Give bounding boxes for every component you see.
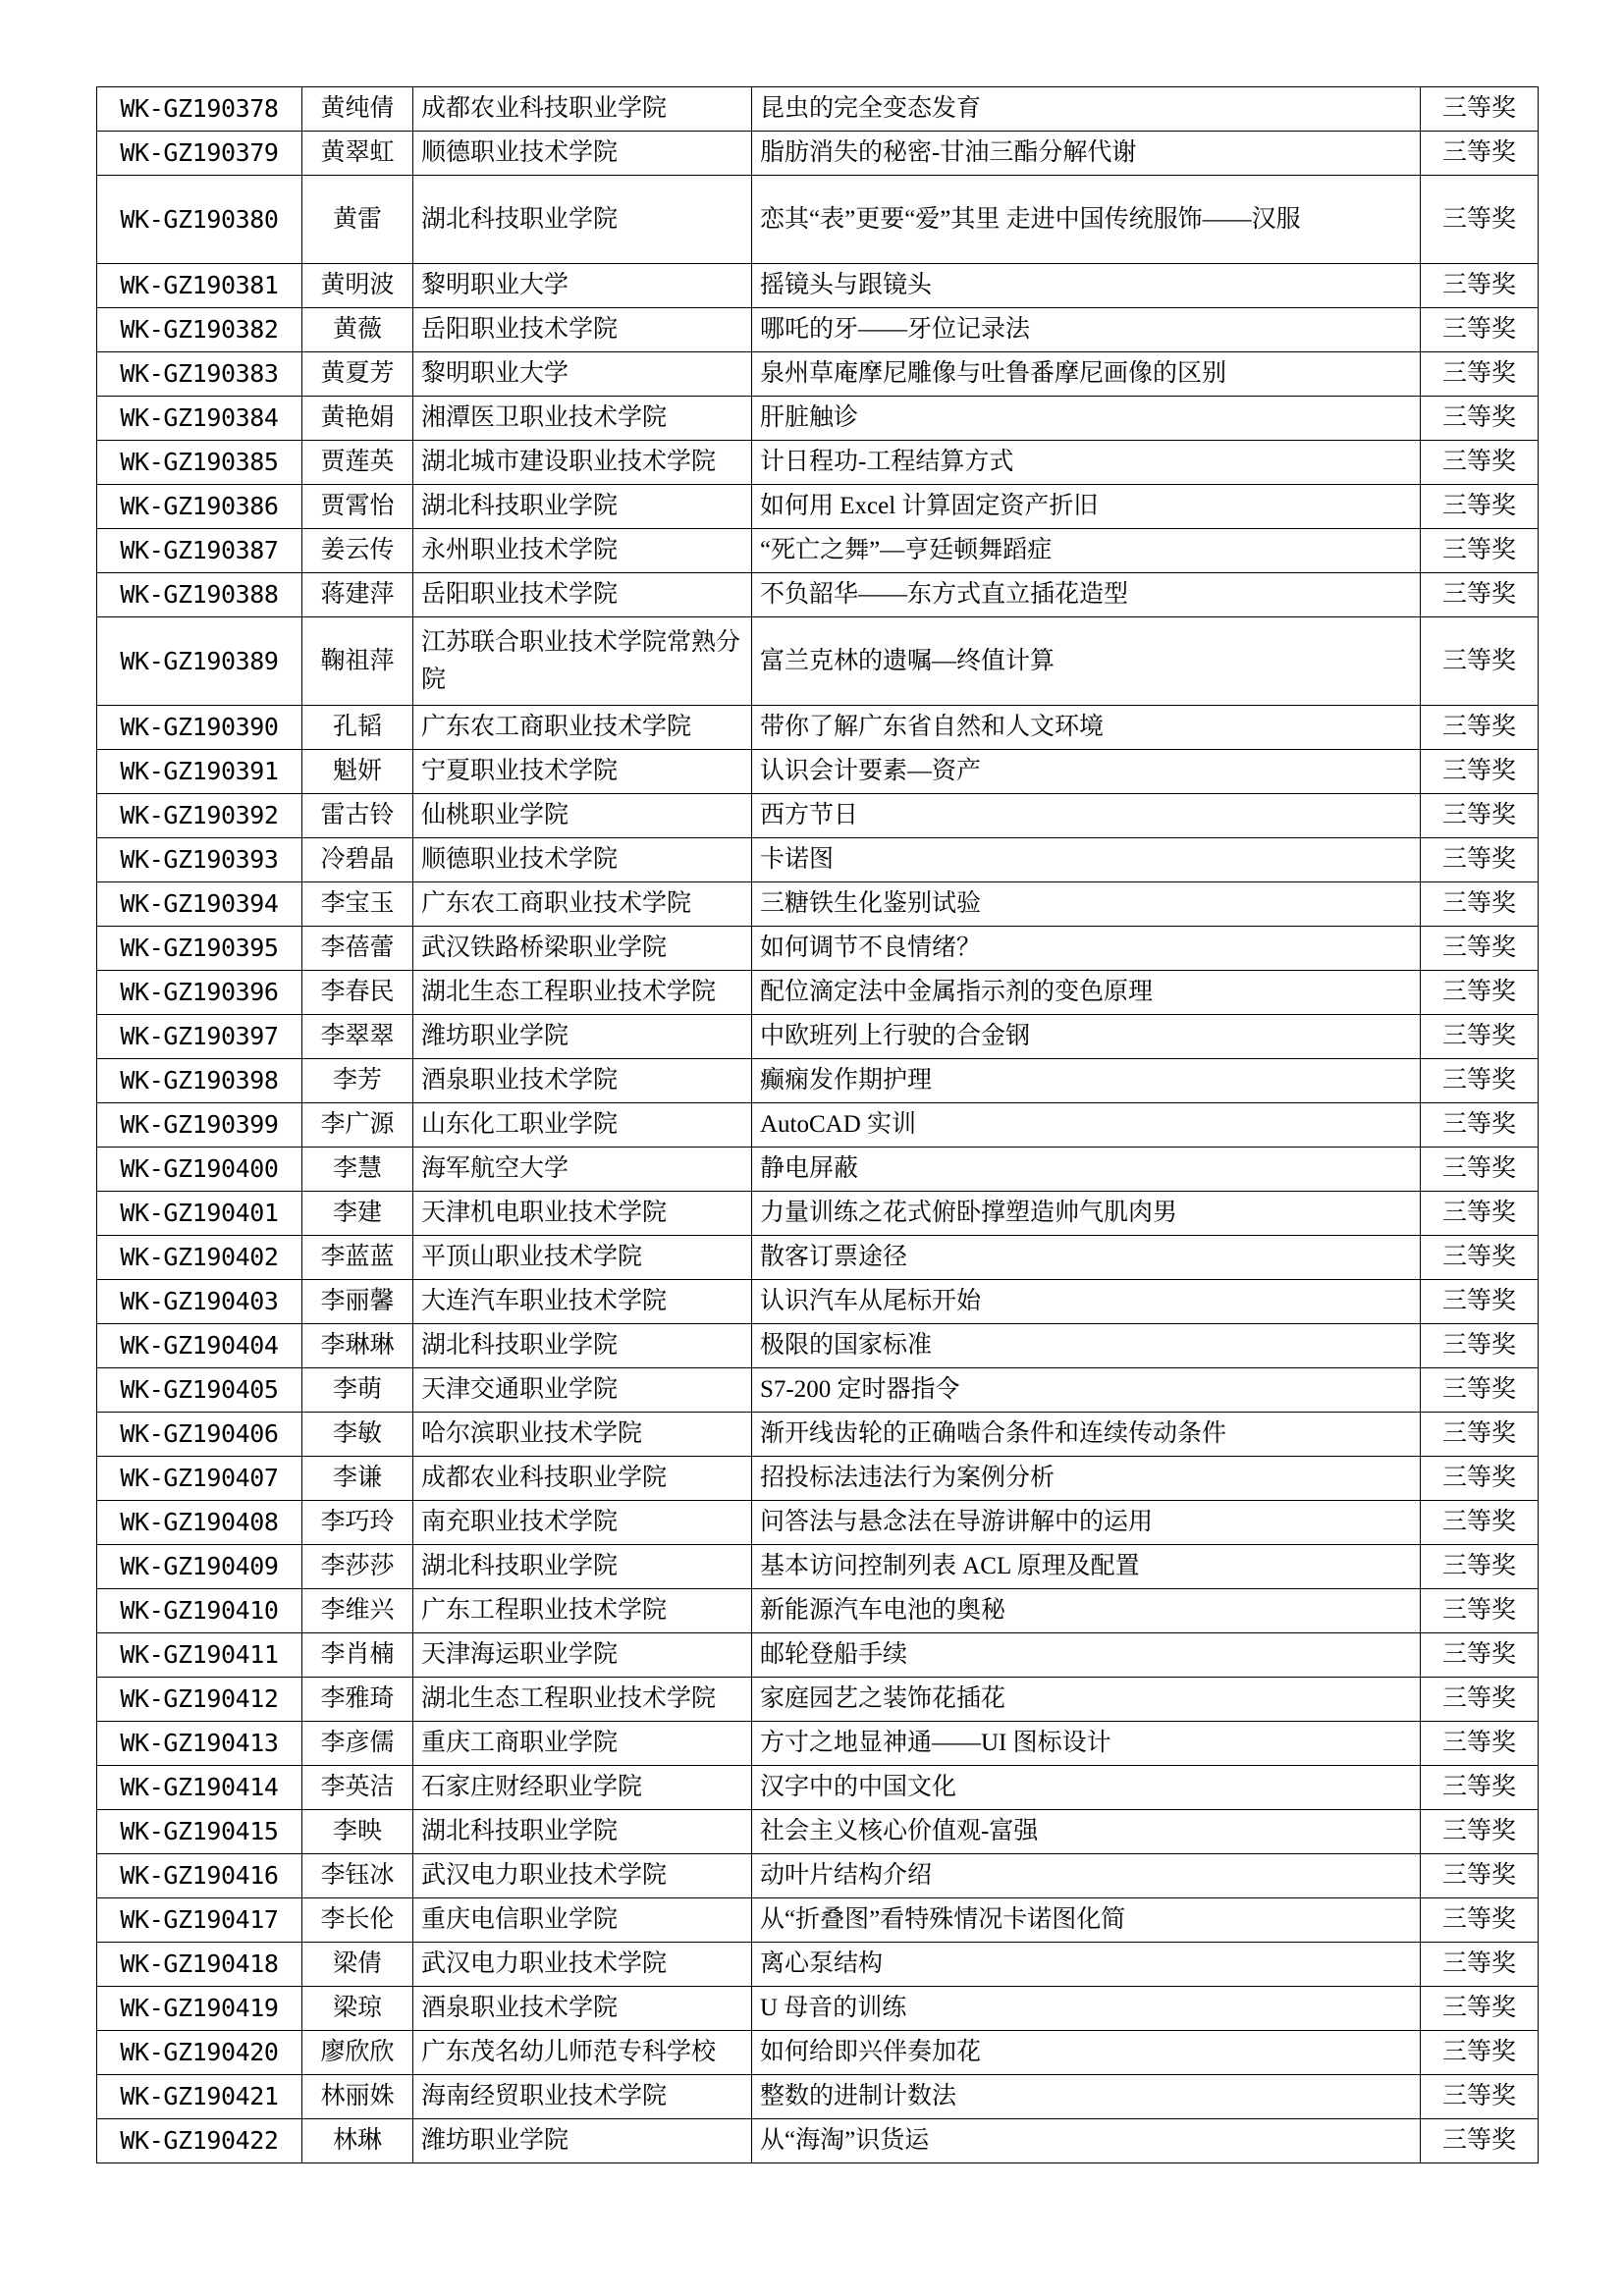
cell-code: WK-GZ190392 <box>97 794 302 838</box>
cell-title: AutoCAD 实训 <box>752 1103 1421 1148</box>
cell-name: 贾莲英 <box>302 441 413 485</box>
cell-title: 不负韶华——东方式直立插花造型 <box>752 573 1421 617</box>
cell-award: 三等奖 <box>1421 1810 1539 1854</box>
cell-award: 三等奖 <box>1421 1103 1539 1148</box>
cell-award: 三等奖 <box>1421 1678 1539 1722</box>
cell-title: 脂肪消失的秘密-甘油三酯分解代谢 <box>752 132 1421 176</box>
cell-title: 三糖铁生化鉴别试验 <box>752 882 1421 927</box>
cell-title: 基本访问控制列表 ACL 原理及配置 <box>752 1545 1421 1589</box>
cell-code: WK-GZ190407 <box>97 1457 302 1501</box>
table-row <box>97 1722 1539 1766</box>
cell-organization: 重庆电信职业学院 <box>413 1898 752 1943</box>
cell-title: 哪吒的牙——牙位记录法 <box>752 308 1421 352</box>
cell-name: 黄明波 <box>302 264 413 308</box>
cell-title: 恋其“表”更要“爱”其里 走进中国传统服饰——汉服 <box>752 176 1421 264</box>
table-row <box>97 397 1539 441</box>
cell-code: WK-GZ190403 <box>97 1280 302 1324</box>
cell-title: U 母音的训练 <box>752 1987 1421 2031</box>
cell-award: 三等奖 <box>1421 882 1539 927</box>
cell-title: 如何调节不良情绪？ <box>752 927 1421 971</box>
cell-title: 富兰克林的遗嘱—终值计算 <box>752 617 1421 706</box>
cell-name: 李莎莎 <box>302 1545 413 1589</box>
cell-title: 肝脏触诊 <box>752 397 1421 441</box>
cell-award: 三等奖 <box>1421 2075 1539 2119</box>
cell-organization: 哈尔滨职业技术学院 <box>413 1413 752 1457</box>
cell-code: WK-GZ190381 <box>97 264 302 308</box>
cell-award: 三等奖 <box>1421 1457 1539 1501</box>
cell-organization: 海军航空大学 <box>413 1148 752 1192</box>
cell-organization: 岳阳职业技术学院 <box>413 573 752 617</box>
cell-title: 招投标法违法行为案例分析 <box>752 1457 1421 1501</box>
table-row <box>97 1015 1539 1059</box>
cell-award: 三等奖 <box>1421 1368 1539 1413</box>
table-row <box>97 87 1539 132</box>
cell-organization: 广东农工商职业技术学院 <box>413 882 752 927</box>
cell-code: WK-GZ190378 <box>97 87 302 132</box>
table-row <box>97 1059 1539 1103</box>
cell-name: 李建 <box>302 1192 413 1236</box>
cell-code: WK-GZ190388 <box>97 573 302 617</box>
table-row <box>97 1589 1539 1633</box>
cell-title: 昆虫的完全变态发育 <box>752 87 1421 132</box>
cell-name: 黄夏芳 <box>302 352 413 397</box>
cell-organization: 永州职业技术学院 <box>413 529 752 573</box>
cell-code: WK-GZ190399 <box>97 1103 302 1148</box>
table-row <box>97 838 1539 882</box>
cell-organization: 湖北科技职业学院 <box>413 1545 752 1589</box>
cell-code: WK-GZ190391 <box>97 750 302 794</box>
cell-code: WK-GZ190387 <box>97 529 302 573</box>
cell-award: 三等奖 <box>1421 1545 1539 1589</box>
table-row <box>97 2031 1539 2075</box>
cell-organization: 湖北科技职业学院 <box>413 1810 752 1854</box>
cell-name: 梁倩 <box>302 1943 413 1987</box>
cell-title: 整数的进制计数法 <box>752 2075 1421 2119</box>
cell-name: 李彦儒 <box>302 1722 413 1766</box>
cell-organization: 南充职业技术学院 <box>413 1501 752 1545</box>
cell-organization: 湖北城市建设职业技术学院 <box>413 441 752 485</box>
cell-code: WK-GZ190422 <box>97 2119 302 2163</box>
cell-award: 三等奖 <box>1421 529 1539 573</box>
cell-award: 三等奖 <box>1421 1324 1539 1368</box>
cell-organization: 海南经贸职业技术学院 <box>413 2075 752 2119</box>
cell-award: 三等奖 <box>1421 1148 1539 1192</box>
cell-title: 社会主义核心价值观-富强 <box>752 1810 1421 1854</box>
cell-organization: 平顶山职业技术学院 <box>413 1236 752 1280</box>
cell-organization: 潍坊职业学院 <box>413 2119 752 2163</box>
cell-title: 离心泵结构 <box>752 1943 1421 1987</box>
table-row <box>97 573 1539 617</box>
table-row <box>97 750 1539 794</box>
cell-award: 三等奖 <box>1421 352 1539 397</box>
cell-organization: 潍坊职业学院 <box>413 1015 752 1059</box>
cell-code: WK-GZ190386 <box>97 485 302 529</box>
cell-title: 中欧班列上行驶的合金钢 <box>752 1015 1421 1059</box>
cell-name: 李肖楠 <box>302 1633 413 1678</box>
cell-title: 配位滴定法中金属指示剂的变色原理 <box>752 971 1421 1015</box>
cell-award: 三等奖 <box>1421 1015 1539 1059</box>
cell-organization: 广东工程职业技术学院 <box>413 1589 752 1633</box>
cell-organization: 山东化工职业学院 <box>413 1103 752 1148</box>
table-row <box>97 927 1539 971</box>
cell-title: 认识汽车从尾标开始 <box>752 1280 1421 1324</box>
cell-code: WK-GZ190412 <box>97 1678 302 1722</box>
cell-award: 三等奖 <box>1421 1501 1539 1545</box>
cell-code: WK-GZ190396 <box>97 971 302 1015</box>
cell-name: 李英洁 <box>302 1766 413 1810</box>
cell-code: WK-GZ190405 <box>97 1368 302 1413</box>
cell-code: WK-GZ190419 <box>97 1987 302 2031</box>
cell-award: 三等奖 <box>1421 485 1539 529</box>
cell-award: 三等奖 <box>1421 1766 1539 1810</box>
cell-title: 西方节日 <box>752 794 1421 838</box>
cell-title: 泉州草庵摩尼雕像与吐鲁番摩尼画像的区别 <box>752 352 1421 397</box>
cell-award: 三等奖 <box>1421 750 1539 794</box>
cell-name: 梁琼 <box>302 1987 413 2031</box>
cell-award: 三等奖 <box>1421 176 1539 264</box>
cell-organization: 顺德职业技术学院 <box>413 838 752 882</box>
table-row <box>97 529 1539 573</box>
cell-name: 李谦 <box>302 1457 413 1501</box>
cell-organization: 湖北生态工程职业技术学院 <box>413 1678 752 1722</box>
cell-organization: 酒泉职业技术学院 <box>413 1059 752 1103</box>
table-row <box>97 971 1539 1015</box>
cell-code: WK-GZ190406 <box>97 1413 302 1457</box>
cell-award: 三等奖 <box>1421 617 1539 706</box>
table-row <box>97 1413 1539 1457</box>
cell-organization: 黎明职业大学 <box>413 352 752 397</box>
cell-award: 三等奖 <box>1421 441 1539 485</box>
cell-code: WK-GZ190410 <box>97 1589 302 1633</box>
cell-award: 三等奖 <box>1421 1059 1539 1103</box>
cell-organization: 天津机电职业技术学院 <box>413 1192 752 1236</box>
cell-title: 汉字中的中国文化 <box>752 1766 1421 1810</box>
cell-title: 如何用 Excel 计算固定资产折旧 <box>752 485 1421 529</box>
cell-name: 孔韬 <box>302 706 413 750</box>
cell-title: 带你了解广东省自然和人文环境 <box>752 706 1421 750</box>
table-row <box>97 1810 1539 1854</box>
cell-name: 魁妍 <box>302 750 413 794</box>
cell-name: 李蓓蕾 <box>302 927 413 971</box>
cell-title: 卡诺图 <box>752 838 1421 882</box>
cell-organization: 武汉电力职业技术学院 <box>413 1854 752 1898</box>
cell-code: WK-GZ190382 <box>97 308 302 352</box>
cell-organization: 酒泉职业技术学院 <box>413 1987 752 2031</box>
table-row <box>97 1280 1539 1324</box>
cell-name: 冷碧晶 <box>302 838 413 882</box>
cell-name: 黄薇 <box>302 308 413 352</box>
cell-name: 李芳 <box>302 1059 413 1103</box>
cell-name: 李春民 <box>302 971 413 1015</box>
cell-organization: 湘潭医卫职业技术学院 <box>413 397 752 441</box>
cell-award: 三等奖 <box>1421 971 1539 1015</box>
cell-award: 三等奖 <box>1421 2119 1539 2163</box>
cell-code: WK-GZ190379 <box>97 132 302 176</box>
cell-award: 三等奖 <box>1421 397 1539 441</box>
cell-code: WK-GZ190400 <box>97 1148 302 1192</box>
table-row <box>97 1148 1539 1192</box>
cell-name: 黄纯倩 <box>302 87 413 132</box>
cell-award: 三等奖 <box>1421 132 1539 176</box>
table-row <box>97 1898 1539 1943</box>
cell-title: 摇镜头与跟镜头 <box>752 264 1421 308</box>
cell-organization: 仙桃职业学院 <box>413 794 752 838</box>
cell-organization: 岳阳职业技术学院 <box>413 308 752 352</box>
cell-award: 三等奖 <box>1421 2031 1539 2075</box>
cell-award: 三等奖 <box>1421 1854 1539 1898</box>
table-row <box>97 1633 1539 1678</box>
cell-award: 三等奖 <box>1421 1943 1539 1987</box>
cell-award: 三等奖 <box>1421 308 1539 352</box>
table-row <box>97 352 1539 397</box>
table-row <box>97 1987 1539 2031</box>
cell-title: 从“海淘”识货运 <box>752 2119 1421 2163</box>
cell-title: 静电屏蔽 <box>752 1148 1421 1192</box>
cell-code: WK-GZ190417 <box>97 1898 302 1943</box>
cell-title: 从“折叠图”看特殊情况卡诺图化简 <box>752 1898 1421 1943</box>
cell-name: 李慧 <box>302 1148 413 1192</box>
cell-organization: 广东茂名幼儿师范专科学校 <box>413 2031 752 2075</box>
cell-name: 李钰冰 <box>302 1854 413 1898</box>
cell-organization: 湖北科技职业学院 <box>413 485 752 529</box>
cell-name: 李雅琦 <box>302 1678 413 1722</box>
cell-name: 鞠祖萍 <box>302 617 413 706</box>
table-row <box>97 882 1539 927</box>
cell-name: 雷古铃 <box>302 794 413 838</box>
cell-name: 廖欣欣 <box>302 2031 413 2075</box>
cell-name: 李维兴 <box>302 1589 413 1633</box>
cell-title: 散客订票途径 <box>752 1236 1421 1280</box>
cell-title: 计日程功-工程结算方式 <box>752 441 1421 485</box>
table-row <box>97 132 1539 176</box>
cell-code: WK-GZ190404 <box>97 1324 302 1368</box>
cell-organization: 湖北科技职业学院 <box>413 176 752 264</box>
cell-title: 动叶片结构介绍 <box>752 1854 1421 1898</box>
cell-title: S7-200 定时器指令 <box>752 1368 1421 1413</box>
cell-code: WK-GZ190393 <box>97 838 302 882</box>
cell-award: 三等奖 <box>1421 1236 1539 1280</box>
table-row <box>97 794 1539 838</box>
cell-award: 三等奖 <box>1421 264 1539 308</box>
cell-organization: 武汉电力职业技术学院 <box>413 1943 752 1987</box>
cell-organization: 湖北科技职业学院 <box>413 1324 752 1368</box>
cell-code: WK-GZ190415 <box>97 1810 302 1854</box>
cell-title: 渐开线齿轮的正确啮合条件和连续传动条件 <box>752 1413 1421 1457</box>
cell-code: WK-GZ190411 <box>97 1633 302 1678</box>
cell-title: 癫痫发作期护理 <box>752 1059 1421 1103</box>
table-row <box>97 308 1539 352</box>
cell-name: 蒋建萍 <box>302 573 413 617</box>
cell-code: WK-GZ190413 <box>97 1722 302 1766</box>
cell-code: WK-GZ190418 <box>97 1943 302 1987</box>
cell-award: 三等奖 <box>1421 1722 1539 1766</box>
cell-code: WK-GZ190394 <box>97 882 302 927</box>
cell-organization: 顺德职业技术学院 <box>413 132 752 176</box>
cell-name: 李丽馨 <box>302 1280 413 1324</box>
cell-organization: 石家庄财经职业学院 <box>413 1766 752 1810</box>
table-row <box>97 1236 1539 1280</box>
cell-organization: 重庆工商职业学院 <box>413 1722 752 1766</box>
table-row <box>97 1324 1539 1368</box>
table-row <box>97 1545 1539 1589</box>
cell-code: WK-GZ190420 <box>97 2031 302 2075</box>
cell-code: WK-GZ190389 <box>97 617 302 706</box>
cell-code: WK-GZ190402 <box>97 1236 302 1280</box>
cell-award: 三等奖 <box>1421 1280 1539 1324</box>
cell-organization: 黎明职业大学 <box>413 264 752 308</box>
table-row <box>97 1368 1539 1413</box>
cell-organization: 武汉铁路桥梁职业学院 <box>413 927 752 971</box>
cell-name: 林丽姝 <box>302 2075 413 2119</box>
cell-award: 三等奖 <box>1421 927 1539 971</box>
cell-name: 李广源 <box>302 1103 413 1148</box>
cell-award: 三等奖 <box>1421 87 1539 132</box>
cell-code: WK-GZ190408 <box>97 1501 302 1545</box>
cell-award: 三等奖 <box>1421 794 1539 838</box>
cell-code: WK-GZ190401 <box>97 1192 302 1236</box>
cell-organization: 成都农业科技职业学院 <box>413 1457 752 1501</box>
award-table-body <box>97 87 1539 2163</box>
table-row <box>97 2119 1539 2163</box>
cell-name: 李蓝蓝 <box>302 1236 413 1280</box>
cell-title: 方寸之地显神通——UI 图标设计 <box>752 1722 1421 1766</box>
cell-award: 三等奖 <box>1421 1192 1539 1236</box>
cell-code: WK-GZ190414 <box>97 1766 302 1810</box>
cell-award: 三等奖 <box>1421 1633 1539 1678</box>
cell-organization: 湖北生态工程职业技术学院 <box>413 971 752 1015</box>
cell-award: 三等奖 <box>1421 838 1539 882</box>
table-row <box>97 706 1539 750</box>
cell-name: 黄艳娟 <box>302 397 413 441</box>
cell-title: 邮轮登船手续 <box>752 1633 1421 1678</box>
cell-name: 黄雷 <box>302 176 413 264</box>
table-row <box>97 176 1539 264</box>
cell-title: 极限的国家标准 <box>752 1324 1421 1368</box>
table-row <box>97 1501 1539 1545</box>
table-row <box>97 1192 1539 1236</box>
cell-award: 三等奖 <box>1421 706 1539 750</box>
cell-name: 林琳 <box>302 2119 413 2163</box>
cell-code: WK-GZ190395 <box>97 927 302 971</box>
table-row <box>97 485 1539 529</box>
cell-code: WK-GZ190421 <box>97 2075 302 2119</box>
cell-title: 新能源汽车电池的奥秘 <box>752 1589 1421 1633</box>
table-row <box>97 1103 1539 1148</box>
cell-title: 如何给即兴伴奏加花 <box>752 2031 1421 2075</box>
cell-title: 力量训练之花式俯卧撑塑造帅气肌肉男 <box>752 1192 1421 1236</box>
cell-title: 家庭园艺之装饰花插花 <box>752 1678 1421 1722</box>
table-row <box>97 1457 1539 1501</box>
table-row <box>97 1678 1539 1722</box>
cell-organization: 宁夏职业技术学院 <box>413 750 752 794</box>
cell-award: 三等奖 <box>1421 573 1539 617</box>
cell-award: 三等奖 <box>1421 1589 1539 1633</box>
cell-name: 李宝玉 <box>302 882 413 927</box>
cell-name: 李萌 <box>302 1368 413 1413</box>
cell-name: 李映 <box>302 1810 413 1854</box>
cell-award: 三等奖 <box>1421 1898 1539 1943</box>
cell-title: “死亡之舞”—亨廷顿舞蹈症 <box>752 529 1421 573</box>
cell-organization: 大连汽车职业技术学院 <box>413 1280 752 1324</box>
cell-title: 问答法与悬念法在导游讲解中的运用 <box>752 1501 1421 1545</box>
cell-organization: 成都农业科技职业学院 <box>413 87 752 132</box>
cell-code: WK-GZ190409 <box>97 1545 302 1589</box>
cell-organization: 江苏联合职业技术学院常熟分院 <box>413 617 752 706</box>
table-row <box>97 441 1539 485</box>
cell-name: 黄翠虹 <box>302 132 413 176</box>
cell-award: 三等奖 <box>1421 1987 1539 2031</box>
cell-code: WK-GZ190397 <box>97 1015 302 1059</box>
cell-code: WK-GZ190385 <box>97 441 302 485</box>
table-row <box>97 617 1539 706</box>
cell-name: 李翠翠 <box>302 1015 413 1059</box>
cell-code: WK-GZ190398 <box>97 1059 302 1103</box>
cell-organization: 广东农工商职业技术学院 <box>413 706 752 750</box>
cell-code: WK-GZ190384 <box>97 397 302 441</box>
cell-name: 李琳琳 <box>302 1324 413 1368</box>
table-row <box>97 1854 1539 1898</box>
award-list-table <box>96 86 1539 2163</box>
cell-name: 李敏 <box>302 1413 413 1457</box>
cell-code: WK-GZ190416 <box>97 1854 302 1898</box>
cell-name: 李长伦 <box>302 1898 413 1943</box>
cell-code: WK-GZ190383 <box>97 352 302 397</box>
table-row <box>97 264 1539 308</box>
cell-organization: 天津海运职业学院 <box>413 1633 752 1678</box>
cell-name: 李巧玲 <box>302 1501 413 1545</box>
cell-award: 三等奖 <box>1421 1413 1539 1457</box>
cell-title: 认识会计要素—资产 <box>752 750 1421 794</box>
cell-name: 贾霄怡 <box>302 485 413 529</box>
cell-code: WK-GZ190380 <box>97 176 302 264</box>
table-row <box>97 1943 1539 1987</box>
table-row <box>97 2075 1539 2119</box>
cell-organization: 天津交通职业学院 <box>413 1368 752 1413</box>
table-row <box>97 1766 1539 1810</box>
cell-name: 姜云传 <box>302 529 413 573</box>
cell-code: WK-GZ190390 <box>97 706 302 750</box>
